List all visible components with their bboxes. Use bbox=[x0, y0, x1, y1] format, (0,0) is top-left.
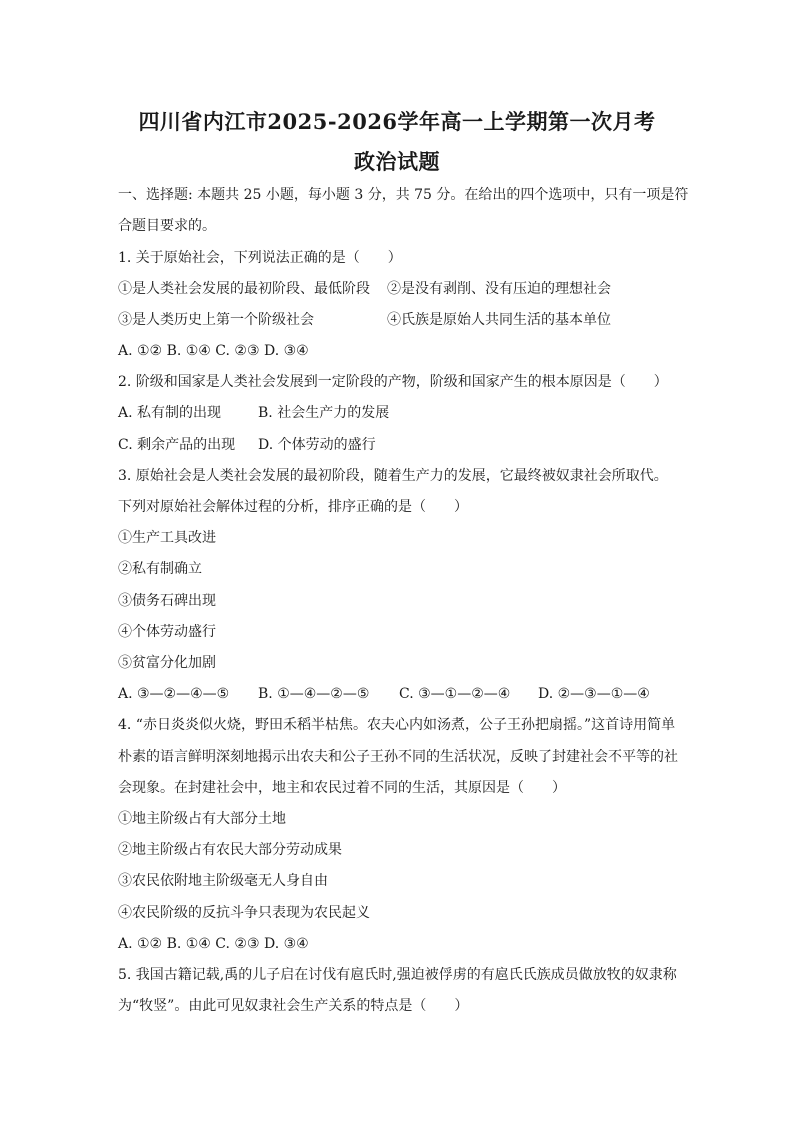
question-4-statement-4: ④农民阶级的反抗斗争只表现为农民起义 bbox=[118, 905, 370, 921]
question-4-stem-line-1: 4. “赤日炎炎似火烧，野田禾稻半枯焦。农夫心内如汤煮，公子王孙把扇摇。”这首诗用简单 bbox=[118, 717, 676, 733]
exam-title: 四川省内江市2025-2026学年高一上学期第一次月考 bbox=[138, 109, 656, 134]
question-4-statement-3: ③农民依附地主阶级毫无人身自由 bbox=[118, 873, 328, 889]
exam-subtitle: 政治试题 bbox=[354, 149, 440, 174]
question-4-stem-line-3: 会现象。在封建社会中，地主和农民过着不同的生活，其原因是（ ） bbox=[118, 780, 566, 796]
question-1-statement-3: ③是人类历史上第一个阶级社会 bbox=[118, 312, 314, 328]
question-2-option-c: C. 剩余产品的出现 bbox=[118, 437, 236, 453]
question-1-stem: 1. 关于原始社会，下列说法正确的是（ ） bbox=[118, 250, 402, 266]
question-3-option-c: C. ③—①—②—④ bbox=[399, 686, 511, 702]
question-3-option-a: A. ③—②—④—⑤ bbox=[118, 686, 230, 702]
question-3-statement-1: ①生产工具改进 bbox=[118, 530, 216, 546]
question-1-statement-2: ②是没有剥削、没有压迫的理想社会 bbox=[387, 281, 611, 297]
question-4-statement-1: ①地主阶级占有大部分土地 bbox=[118, 811, 286, 827]
question-5-stem-line-2: 为“牧竖”。由此可见奴隶社会生产关系的特点是（ ） bbox=[118, 998, 469, 1014]
question-3-statement-3: ③债务石碑出现 bbox=[118, 593, 216, 609]
question-3-option-d: D. ②—③—①—④ bbox=[538, 686, 650, 702]
question-1-statement-1: ①是人类社会发展的最初阶段、最低阶段 bbox=[118, 281, 370, 297]
question-3-statement-5: ⑤贫富分化加剧 bbox=[118, 655, 216, 671]
question-1-options: A. ①② B. ①④ C. ②③ D. ③④ bbox=[118, 343, 309, 359]
question-1-statement-4: ④氏族是原始人共同生活的基本单位 bbox=[387, 312, 611, 328]
question-2-option-b: B. 社会生产力的发展 bbox=[258, 405, 390, 421]
question-5-stem-line-1: 5. 我国古籍记载,禹的儿子启在讨伐有扈氏时,强迫被俘虏的有扈氏氏族成员做放牧的奴隶称 bbox=[118, 967, 677, 983]
question-2-option-a: A. 私有制的出现 bbox=[118, 405, 222, 421]
question-3-statement-4: ④个体劳动盛行 bbox=[118, 624, 216, 640]
question-3-stem-line-1: 3. 原始社会是人类社会发展的最初阶段，随着生产力的发展，它最终被奴隶社会所取代。 bbox=[118, 468, 668, 484]
question-3-statement-2: ②私有制确立 bbox=[118, 561, 202, 577]
question-3-stem-line-2: 下列对原始社会解体过程的分析，排序正确的是（ ） bbox=[118, 499, 468, 515]
question-4-statement-2: ②地主阶级占有农民大部分劳动成果 bbox=[118, 842, 342, 858]
question-2-option-d: D. 个体劳动的盛行 bbox=[258, 437, 376, 453]
question-4-stem-line-2: 朴素的语言鲜明深刻地揭示出农夫和公子王孙不同的生活状况，反映了封建社会不平等的社 bbox=[118, 749, 678, 765]
question-2-stem: 2. 阶级和国家是人类社会发展到一定阶段的产物，阶级和国家产生的根本原因是（ ） bbox=[118, 374, 668, 390]
question-4-options: A. ①② B. ①④ C. ②③ D. ③④ bbox=[118, 936, 309, 952]
section-instruction-line-1: 一、选择题: 本题共 25 小题，每小题 3 分，共 75 分。在给出的四个选项中，只有一项是符 bbox=[118, 187, 689, 203]
question-3-option-b: B. ①—④—②—⑤ bbox=[258, 686, 370, 702]
section-instruction-line-2: 合题目要求的。 bbox=[118, 218, 216, 234]
